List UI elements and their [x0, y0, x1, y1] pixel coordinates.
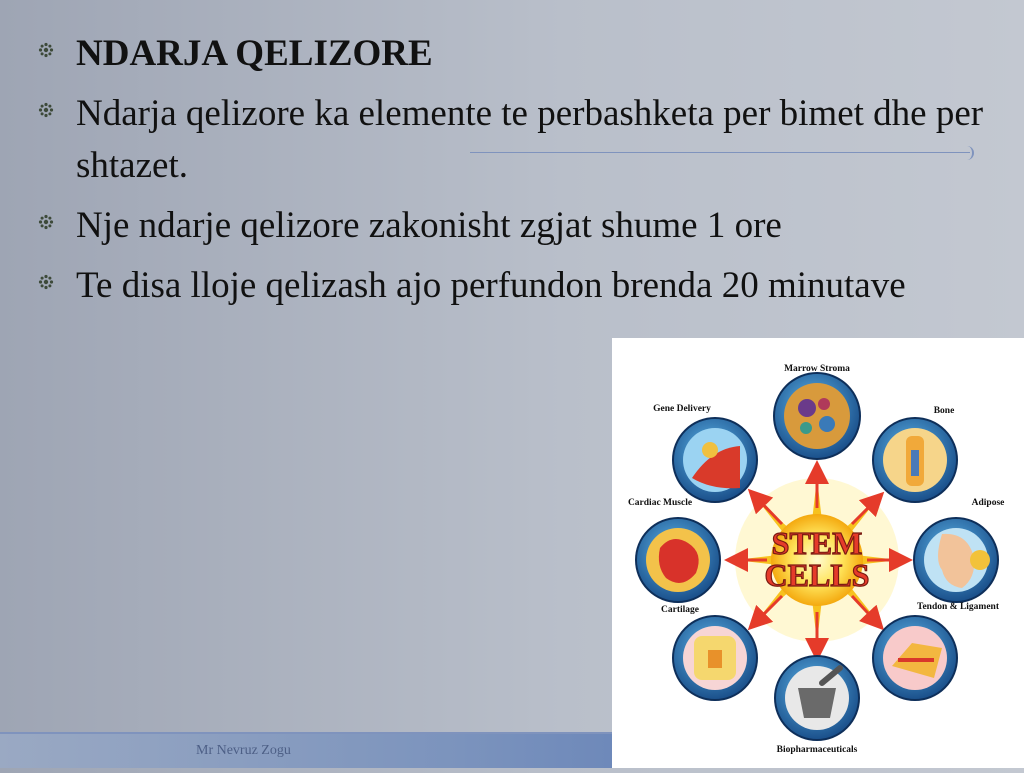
disc-cardiac-muscle: [636, 518, 720, 602]
cells-label: CELLS: [764, 557, 870, 593]
bullet-text: Te disa lloje qelizash ajo perfundon brenda 20 minutave: [76, 265, 906, 306]
stem-cells-diagram: [612, 338, 1024, 768]
bullet-list: [38, 28, 1008, 320]
bullet-item: [38, 260, 1008, 312]
bullet-text: Ndarja qelizore ka elemente te perbashketa per bimet dhe per shtazet.: [76, 93, 984, 186]
bullet-text: Nje ndarje qelizore zakonisht zgjat shume 1 ore: [76, 205, 782, 246]
bullet-item: [38, 200, 1008, 252]
label-marrow-stroma: Marrow Stroma: [784, 364, 850, 374]
label-cardiac-muscle: Cardiac Muscle: [627, 498, 693, 508]
bullet-item: [38, 28, 1008, 80]
disc-cartilage: [673, 616, 757, 700]
label-cartilage: Cartilage: [661, 605, 699, 615]
disc-biopharmaceuticals: [775, 656, 859, 740]
label-adipose: Adipose: [971, 498, 1005, 508]
label-biopharmaceuticals: Biopharmaceuticals: [776, 745, 858, 755]
label-gene-delivery: Gene Delivery: [653, 404, 711, 414]
bullet-flower-icon: [38, 274, 54, 290]
disc-adipose: [914, 518, 998, 602]
disc-bone: [873, 418, 957, 502]
label-bone: Bone: [933, 406, 955, 416]
bullet-text: NDARJA QELIZORE: [76, 33, 433, 74]
label-tendon-ligament: Tendon & Ligament: [917, 602, 999, 612]
disc-tendon-ligament: [873, 616, 957, 700]
stem-cells-illustration: [612, 338, 1024, 768]
stem-label: STEM: [771, 525, 863, 561]
bullet-flower-icon: [38, 42, 54, 58]
bullet-flower-icon: [38, 102, 54, 118]
disc-marrow-stroma: [774, 373, 860, 459]
bullet-flower-icon: [38, 214, 54, 230]
footer-author: Mr Nevruz Zogu: [196, 743, 291, 758]
disc-gene-delivery: [673, 418, 757, 502]
bullet-item: [38, 88, 1008, 192]
